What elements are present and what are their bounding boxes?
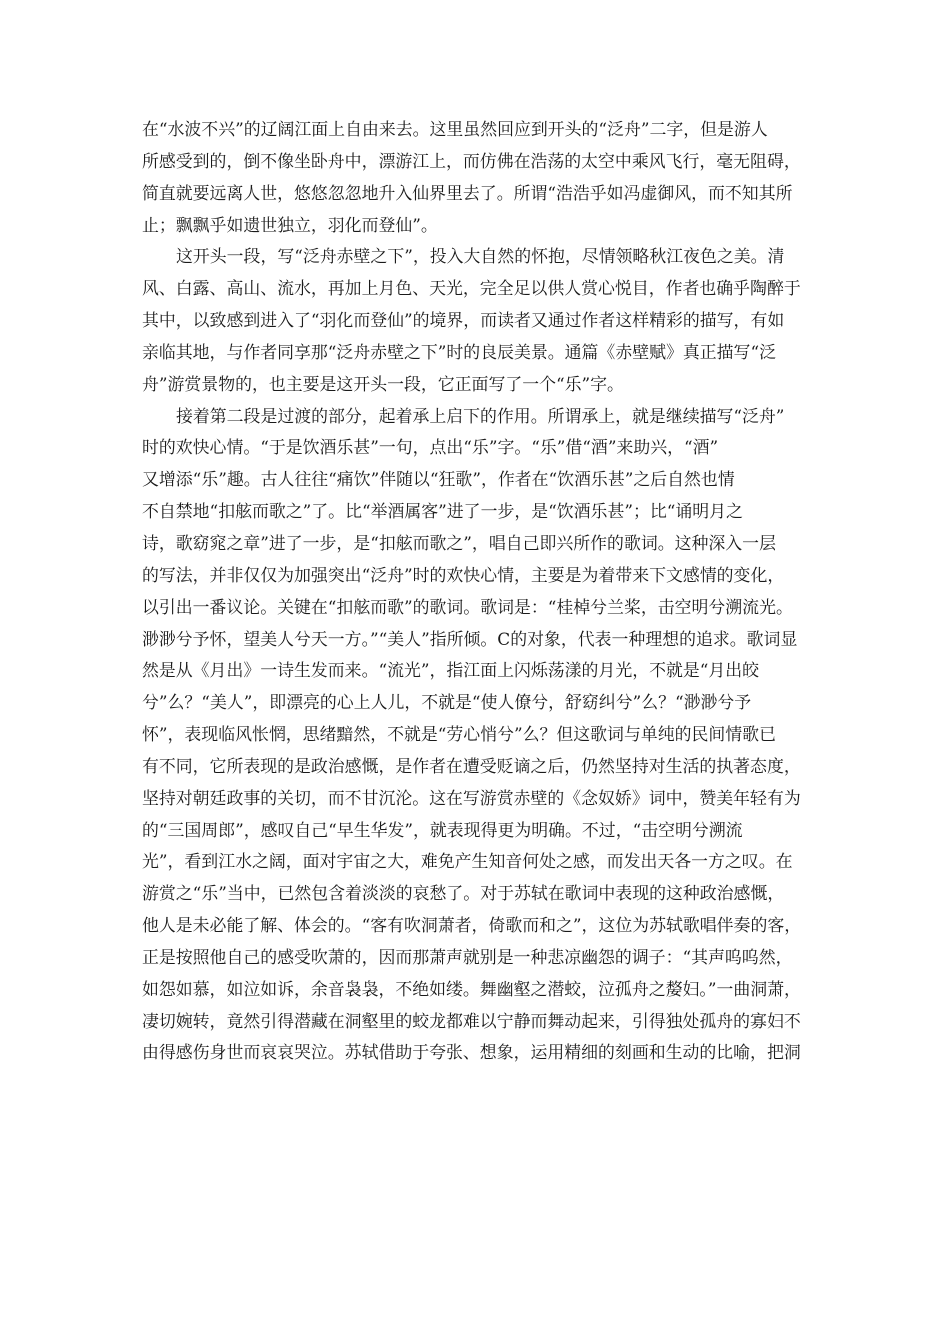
text-line: 的写法，并非仅仅为加强突出“泛舟”时的欢快心情，主要是为着带来下文感情的变化， [142,564,785,585]
text-line: 简直就要远离人世，悠悠忽忽地升入仙界里去了。所谓“浩浩乎如冯虚御风，而不知其所 [142,182,793,203]
text-line: 的“三国周郎”，感叹自己“早生华发”，就表现得更为明确。不过，“击空明兮溯流 [142,819,743,840]
text-line: 光”，看到江水之阔，面对宇宙之大，难免产生知音何处之感，而发出天各一方之叹。在 [142,851,793,872]
text-line: 渺渺兮予怀，望美人兮天一方。”“美人”指所倾。C的对象，代表一种理想的追求。歌词显 [142,628,798,649]
text-line: 有不同，它所表现的是政治感慨，是作者在遭受贬谪之后，仍然坚持对生活的执著态度， [142,755,801,776]
paragraph [142,401,818,1070]
text-line: 又增添“乐”趣。古人往往“痛饮”伴随以“狂歌”，作者在“饮酒乐甚”之后自然也情 [142,469,735,490]
text-line: 由得感伤身世而哀哀哭泣。苏轼借助于夸张、想象，运用精细的刻画和生动的比喻，把洞 [142,1042,801,1063]
text-line: 其中，以致感到进入了“羽化而登仙”的境界，而读者又通过作者这样精彩的描写，有如 [142,310,785,331]
text-line: 在“水波不兴”的辽阔江面上自由来去。这里虽然回应到开头的“泛舟”二字，但是游人 [142,119,768,139]
text-line: 如怨如慕，如泣如诉，余音袅袅，不绝如缕。舞幽壑之潜蛟，泣孤舟之嫠妇。”一曲洞萧， [142,978,801,999]
text-line: 不自禁地“扣舷而歌之”了。比“举酒属客”进了一步，是“饮酒乐甚”；比“诵明月之 [142,501,743,522]
text-line: 所感受到的，倒不像坐卧舟中，漂游江上，而仿佛在浩荡的太空中乘风飞行，毫无阻碍， [142,150,801,171]
body-text [142,114,818,1069]
text-line: 时的欢快心情。“于是饮酒乐甚”一句，点出“乐”字。“乐”借“酒”来助兴，“酒” [142,437,719,458]
text-line: 他人是未必能了解、体会的。“客有吹洞萧者，倚歌而和之”，这位为苏轼歌唱伴奏的客， [142,915,802,936]
text-line: 止；飘飘乎如遗世独立，羽化而登仙”。 [142,214,438,235]
paragraph [142,241,818,400]
text-line: 然是从《月出》一诗生发而来。“流光”，指江面上闪烁荡漾的月光，不就是“月出皎 [142,660,760,681]
text-line: 正是按照他自己的感受吹萧的，因而那萧声就别是一种悲凉幽怨的调子：“其声呜呜然， [142,946,793,967]
text-line: 以引出一番议论。关键在“扣舷而歌”的歌词。歌词是：“桂棹兮兰桨，击空明兮溯流光。 [142,596,793,617]
paragraph [142,114,818,241]
text-line: 兮”么？“美人”，即漂亮的心上人儿，不就是“使人僚兮，舒窈纠兮”么？“渺渺兮予 [142,692,752,713]
text-line: 亲临其地，与作者同享那“泛舟赤壁之下”时的良辰美景。通篇《赤壁赋》真正描写“泛 [142,341,776,362]
text-line: 诗，歌窈窕之章”进了一步，是“扣舷而歌之”，唱自己即兴所作的歌词。这种深入一层 [142,532,776,553]
text-line: 游赏之“乐”当中，已然包含着淡淡的哀愁了。对于苏轼在歌词中表现的这种政治感慨， [142,883,785,904]
text-line: 坚持对朝廷政事的关切，而不甘沉沦。这在写游赏赤壁的《念奴娇》词中，赞美年轻有为 [142,787,801,808]
text-line: 舟”游赏景物的，也主要是这开头一段，它正面写了一个“乐”字。 [142,373,624,394]
text-line: 这开头一段，写“泛舟赤壁之下”，投入大自然的怀抱，尽情领略秋江夜色之美。清 [176,246,785,267]
text-line: 风、白露、高山、流水，再加上月色、天光，完全足以供人赏心悦目，作者也确乎陶醉于 [142,278,801,299]
text-line: 接着第二段是过渡的部分，起着承上启下的作用。所谓承上，就是继续描写“泛舟” [176,405,785,426]
text-line: 凄切婉转，竟然引得潜藏在洞壑里的蛟龙都难以宁静而舞动起来，引得独处孤舟的寡妇不 [142,1010,801,1031]
text-line: 怀”，表现临风怅惘，思绪黯然，不就是“劳心悄兮”么？但这歌词与单纯的民间情歌已 [142,724,776,745]
